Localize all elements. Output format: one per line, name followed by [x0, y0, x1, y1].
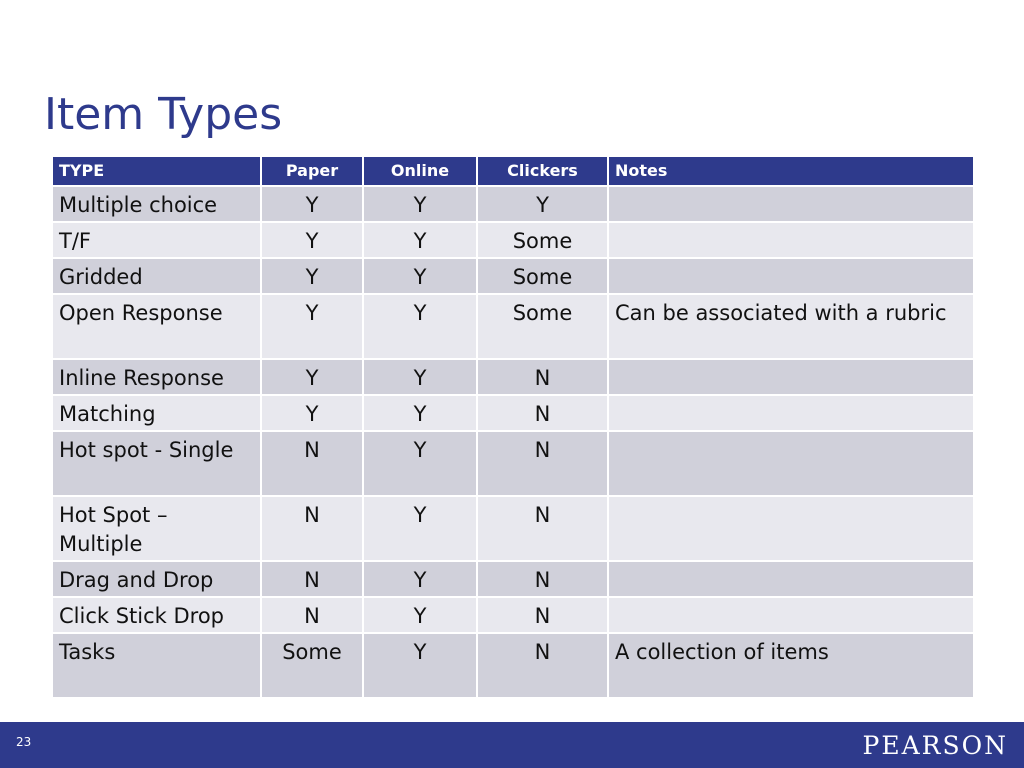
cell-online: Y: [363, 222, 477, 258]
cell-online: Y: [363, 496, 477, 561]
cell-notes: A collection of items: [608, 633, 974, 698]
footer-bar: [0, 722, 1024, 768]
cell-type: Hot spot - Single: [52, 431, 261, 496]
cell-type: Multiple choice: [52, 186, 261, 222]
cell-online: Y: [363, 186, 477, 222]
cell-type: Hot Spot – Multiple: [52, 496, 261, 561]
cell-paper: Y: [261, 258, 363, 294]
cell-notes: [608, 561, 974, 597]
cell-online: Y: [363, 597, 477, 633]
cell-clickers: N: [477, 431, 608, 496]
cell-clickers: N: [477, 633, 608, 698]
cell-clickers: N: [477, 395, 608, 431]
table-row: [52, 186, 974, 222]
header-online: Online: [363, 156, 477, 186]
cell-notes: [608, 431, 974, 496]
cell-clickers: Some: [477, 222, 608, 258]
cell-type: Gridded: [52, 258, 261, 294]
cell-paper: N: [261, 496, 363, 561]
table-row: [52, 395, 974, 431]
cell-clickers: Y: [477, 186, 608, 222]
cell-paper: N: [261, 597, 363, 633]
cell-paper: N: [261, 431, 363, 496]
cell-clickers: N: [477, 496, 608, 561]
cell-clickers: Some: [477, 258, 608, 294]
cell-notes: [608, 597, 974, 633]
cell-notes: Can be associated with a rubric: [608, 294, 974, 359]
table-row: [52, 597, 974, 633]
table-row: [52, 496, 974, 561]
cell-notes: [608, 496, 974, 561]
cell-paper: N: [261, 561, 363, 597]
table-row: [52, 431, 974, 496]
cell-type: Matching: [52, 395, 261, 431]
cell-online: Y: [363, 359, 477, 395]
cell-online: Y: [363, 431, 477, 496]
cell-clickers: N: [477, 561, 608, 597]
cell-paper: Y: [261, 359, 363, 395]
cell-paper: Y: [261, 294, 363, 359]
table-row: [52, 294, 974, 359]
cell-paper: Some: [261, 633, 363, 698]
header-notes: Notes: [608, 156, 974, 186]
page-number: 23: [16, 735, 32, 749]
cell-online: Y: [363, 294, 477, 359]
table-row: [52, 359, 974, 395]
cell-type: Drag and Drop: [52, 561, 261, 597]
cell-type: Click Stick Drop: [52, 597, 261, 633]
cell-online: Y: [363, 633, 477, 698]
cell-type: Open Response: [52, 294, 261, 359]
table-header-row: [52, 156, 974, 186]
cell-paper: Y: [261, 186, 363, 222]
cell-type: T/F: [52, 222, 261, 258]
cell-paper: Y: [261, 222, 363, 258]
pearson-logo: PEARSON: [862, 731, 1008, 760]
cell-clickers: Some: [477, 294, 608, 359]
cell-type: Tasks: [52, 633, 261, 698]
header-type: TYPE: [52, 156, 261, 186]
cell-notes: [608, 359, 974, 395]
table-row: [52, 633, 974, 698]
table-row: [52, 561, 974, 597]
cell-online: Y: [363, 561, 477, 597]
cell-notes: [608, 258, 974, 294]
cell-online: Y: [363, 258, 477, 294]
cell-clickers: N: [477, 597, 608, 633]
table-row: [52, 222, 974, 258]
header-paper: Paper: [261, 156, 363, 186]
cell-paper: Y: [261, 395, 363, 431]
slide-title: Item Types: [44, 89, 283, 141]
cell-notes: [608, 222, 974, 258]
header-clickers: Clickers: [477, 156, 608, 186]
table-row: [52, 258, 974, 294]
cell-clickers: N: [477, 359, 608, 395]
item-types-table: [51, 155, 975, 699]
cell-type: Inline Response: [52, 359, 261, 395]
cell-notes: [608, 395, 974, 431]
cell-notes: [608, 186, 974, 222]
cell-online: Y: [363, 395, 477, 431]
